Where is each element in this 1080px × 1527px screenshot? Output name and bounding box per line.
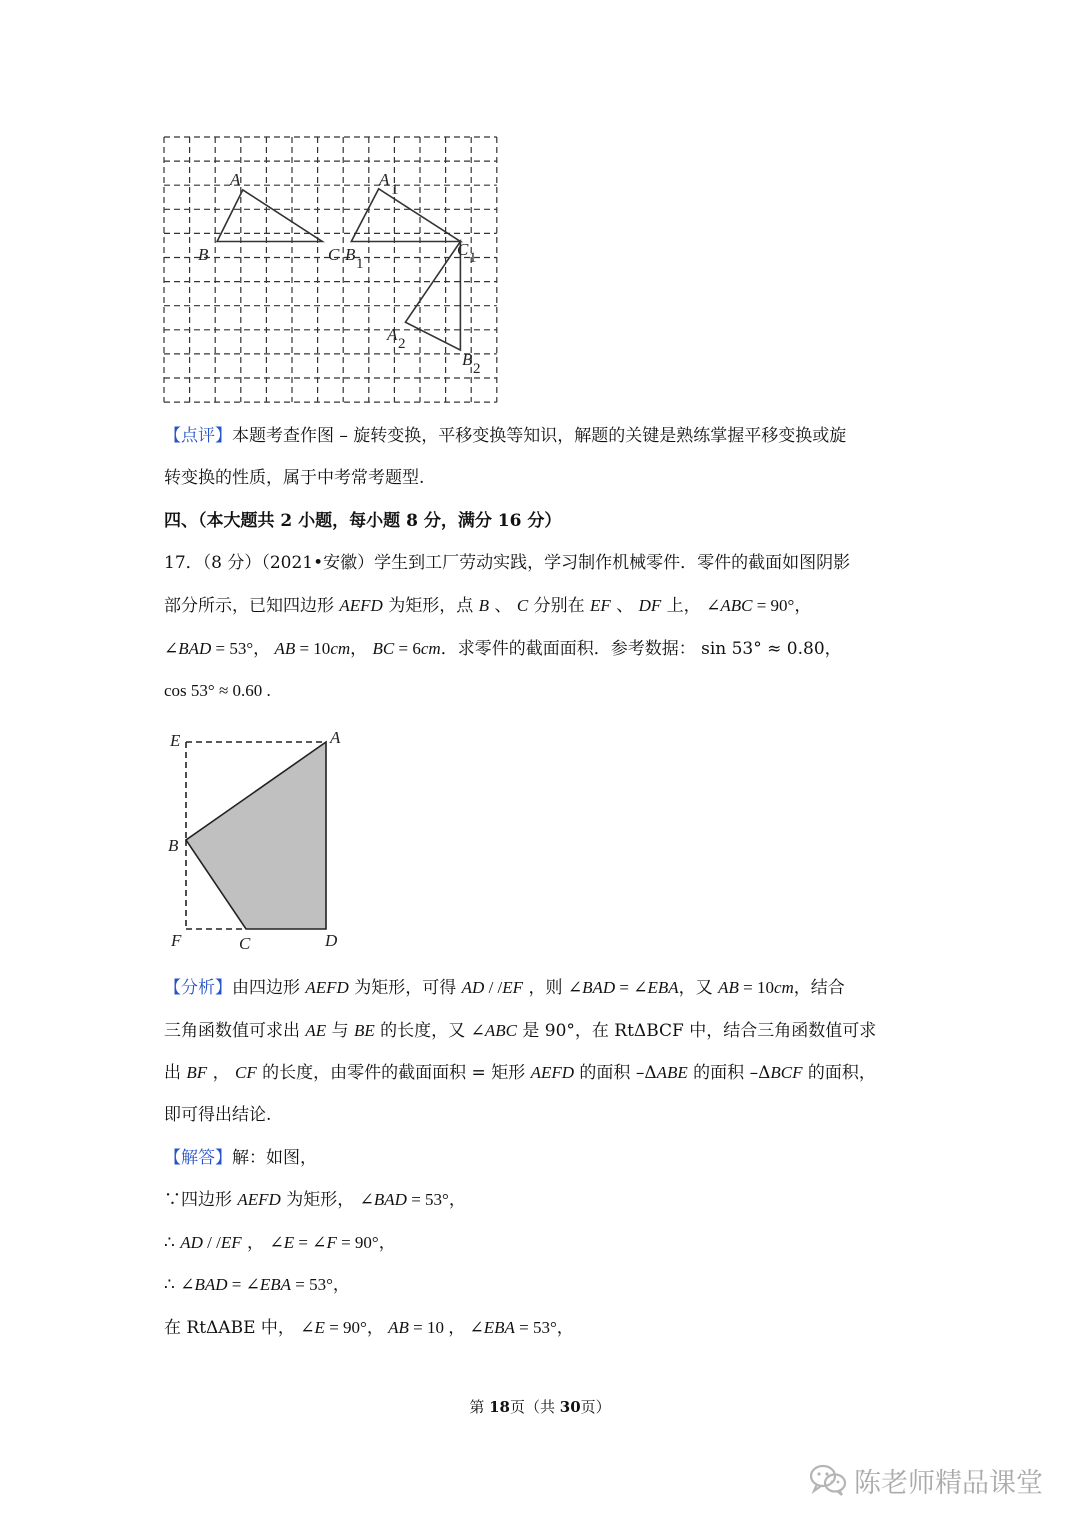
label-b1: B (345, 245, 356, 264)
review-line-1: 【点评】本题考查作图 – 旋转变换，平移变换等知识，解题的关键是熟练掌握平移变换或旋 (164, 426, 847, 446)
question-line-3: ∠BAD = 53°， AB = 10cm， BC = 6cm．求零件的截面面积．参考数据： sin 53° ≈ 0.80， (164, 639, 842, 659)
page-footer: 第 18页（共 30页） (469, 1398, 611, 1416)
solution-step-3: ∴ ∠BAD = ∠EBA = 53°， (164, 1275, 350, 1295)
shaded-region (186, 742, 326, 929)
question-line-1: 17．（8 分）（2021•安徽）学生到工厂劳动实践，学习制作机械零件．零件的截面如图阴影 (164, 553, 851, 573)
solution-tag: 【解答】 (164, 1148, 232, 1168)
label-c: C (328, 245, 340, 264)
triangle-a2b2c2 (405, 242, 460, 351)
solution-step-1: ∵四边形 AEFD 为矩形， ∠BAD = 53°， (164, 1190, 466, 1210)
grid-lines (164, 137, 497, 402)
watermark-text: 陈老师精品课堂 (854, 1467, 1043, 1499)
solution-step-2: ∴ AD / /EF ， ∠E = ∠F = 90°， (164, 1233, 396, 1253)
label-a: A (330, 728, 341, 747)
label-e: E (170, 731, 181, 750)
analysis-line-4: 即可得出结论. (164, 1105, 272, 1125)
label-a: A (230, 170, 241, 189)
solution-step-4: 在 RtΔABE 中， ∠E = 90°， AB = 10 ， ∠EBA = 53°， (164, 1318, 574, 1338)
label-a1-sub: 1 (391, 182, 399, 198)
review-line-2: 转变换的性质，属于中考常考题型. (164, 468, 425, 488)
label-a1: A (379, 170, 390, 189)
question-line-2: 部分所示，已知四边形 AEFD 为矩形，点 B 、 C 分别在 EF 、 DF 上， ∠ABC = 90°， (164, 596, 812, 616)
analysis-line-1: 【分析】由四边形 AEFD 为矩形，可得 AD / /EF ，则 ∠BAD = ∠EBA，又 AB = 10cm，结合 (164, 978, 845, 998)
label-a2-sub: 2 (398, 336, 406, 352)
wechat-icon (808, 1463, 848, 1497)
solution-line-intro: 【解答】解：如图， (164, 1148, 317, 1168)
label-b2-sub: 2 (473, 361, 481, 377)
label-a2: A (387, 325, 398, 344)
label-c1: C (457, 240, 469, 259)
label-f: F (171, 931, 182, 950)
analysis-line-2: 三角函数值可求出 AE 与 BE 的长度，又 ∠ABC 是 90°，在 RtΔBCF 中，结合三角函数值可求 (164, 1021, 877, 1041)
label-b: B (168, 836, 179, 855)
label-b1-sub: 1 (356, 256, 364, 272)
transformation-grid-figure (160, 132, 520, 408)
page-number: 18 (489, 1398, 510, 1416)
review-tag: 【点评】 (164, 426, 232, 446)
label-c1-sub: 1 (469, 250, 477, 266)
analysis-line-3: 出 BF ， CF 的长度，由零件的截面面积 = 矩形 AEFD 的面积 –ΔABE 的面积 –ΔBCF 的面积， (164, 1063, 876, 1083)
analysis-tag: 【分析】 (164, 978, 232, 998)
label-b: B (198, 245, 209, 264)
part-cross-section-figure (160, 724, 350, 956)
question-line-4: cos 53° ≈ 0.60 . (164, 681, 271, 700)
page-total: 30 (559, 1398, 581, 1416)
watermark (808, 1458, 1043, 1502)
section-title: 四、（本大题共 2 小题，每小题 8 分，满分 16 分） (164, 511, 562, 531)
label-c: C (239, 934, 251, 953)
label-d: D (325, 931, 338, 950)
label-b2: B (462, 350, 473, 369)
